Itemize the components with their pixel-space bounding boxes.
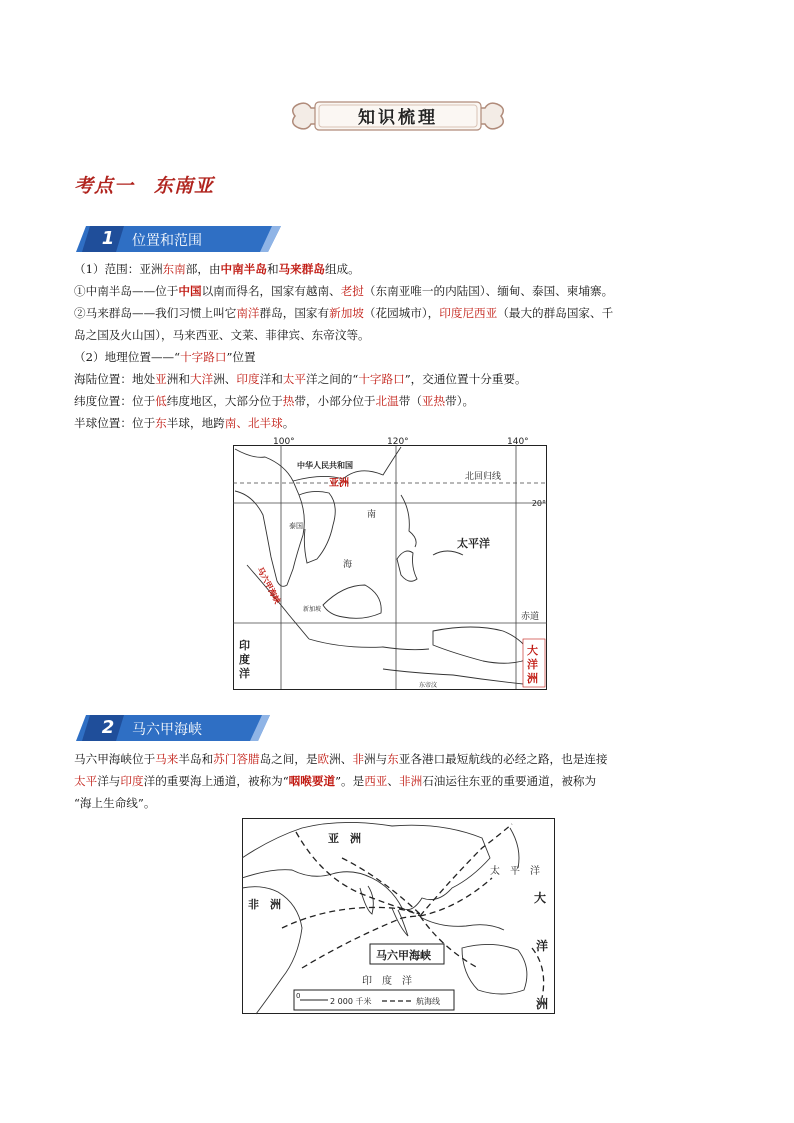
lat-20-label: 20° <box>531 499 546 508</box>
lon-140-label: 140° <box>507 437 529 447</box>
lon-100-label: 100° <box>273 437 295 447</box>
banner-title: 知识梳理 <box>358 108 438 128</box>
indochina-line: ①中南半岛——位于中国以南而得名，国家有越南、老挝（东南亚唯一的内陆国）、缅甸、泰国、柬埔寨。 <box>74 284 614 298</box>
pacific-label: 太 平 洋 <box>490 866 540 877</box>
section-1-number: 1 <box>101 228 115 249</box>
thailand-label: 泰国 <box>289 522 303 530</box>
latitude-position-line: 纬度位置：位于低纬度地区，大部分位于热带，小部分位于北温带（亚热带）。 <box>74 394 475 408</box>
malacca-line-2: 太平洋与印度洋的重要海上通道，被称为“咽喉要道”。是西亚、非洲石油运往东亚的重要通道，被称为 <box>74 774 597 788</box>
svg-text:洋: 洋 <box>527 658 538 671</box>
route-legend-label: 航海线 <box>416 997 440 1006</box>
oceania-label <box>523 639 545 687</box>
equator-label: 赤道 <box>521 612 540 622</box>
malacca-strait-label: 马六甲海峡 <box>255 565 282 606</box>
svg-text:大: 大 <box>527 644 538 657</box>
kaodian-topic: 东南亚 <box>154 175 215 197</box>
oceania-zhou-label: 洲 <box>536 997 549 1011</box>
kaodian-heading <box>74 171 214 198</box>
africa-label: 非 洲 <box>248 898 281 911</box>
section-1-title: 位置和范围 <box>132 233 202 249</box>
asia-label: 亚 洲 <box>328 832 361 845</box>
scale-zero-label: 0 <box>296 992 301 1000</box>
section-2-number: 2 <box>101 717 115 738</box>
china-label: 中华人民共和国 <box>297 461 353 470</box>
malay-archipelago-line: ②马来群岛——我们习惯上叫它南洋群岛，国家有新加坡（花园城市），印度尼西亚（最大的群岛国家、千 <box>74 306 614 320</box>
east-timor-label: 东帝汶 <box>419 682 438 689</box>
sea-label-2: 海 <box>343 560 353 570</box>
svg-text:洋: 洋 <box>239 667 250 680</box>
kaodian-label: 考点一 <box>74 175 135 197</box>
tropic-label: 北回归线 <box>465 472 502 482</box>
hemisphere-position-line: 半球位置：位于东半球，地跨南、北半球。 <box>74 416 295 430</box>
singapore-label: 新加坡 <box>303 606 322 613</box>
section-1-header <box>76 226 281 252</box>
southeast-asia-map <box>233 435 548 690</box>
section-2-title: 马六甲海峡 <box>132 722 202 738</box>
indian-ocean-label: 印 度 洋 <box>362 976 412 987</box>
malacca-shipping-map <box>242 818 556 1015</box>
svg-text:度: 度 <box>239 653 250 666</box>
malacca-line-3: “海上生命线”。 <box>74 796 156 810</box>
geo-position-heading: （2）地理位置——“十字路口”位置 <box>74 350 256 364</box>
indian-ocean-label <box>238 638 250 680</box>
pacific-label: 太平洋 <box>457 537 490 550</box>
land-sea-position-line: 海陆位置：地处亚洲和大洋洲、印度洋和太平洋之间的“十字路口”，交通位置十分重要。 <box>74 372 527 386</box>
section-banner <box>287 96 509 136</box>
malacca-line-1: 马六甲海峡位于马来半岛和苏门答腊岛之间，是欧洲、非洲与东亚各港口最短航线的必经之路，也是连接 <box>74 752 608 766</box>
lon-120-label: 120° <box>387 437 409 447</box>
svg-text:印: 印 <box>239 639 250 652</box>
section-2-header <box>76 715 270 741</box>
sea-label-1: 南 <box>367 510 377 520</box>
oceania-da-label: 大 <box>534 891 547 905</box>
strait-label: 马六甲海峡 <box>376 949 431 962</box>
scale-km-label: 2 000 千米 <box>330 997 372 1006</box>
range-line: （1）范围：亚洲东南部，由中南半岛和马来群岛组成。 <box>74 262 360 276</box>
asia-label: 亚洲 <box>329 478 349 489</box>
malay-archipelago-line-cont: 岛之国及火山国），马来西亚、文莱、菲律宾、东帝汶等。 <box>74 328 370 342</box>
svg-text:洲: 洲 <box>527 672 538 685</box>
oceania-yang-label: 洋 <box>536 939 549 953</box>
